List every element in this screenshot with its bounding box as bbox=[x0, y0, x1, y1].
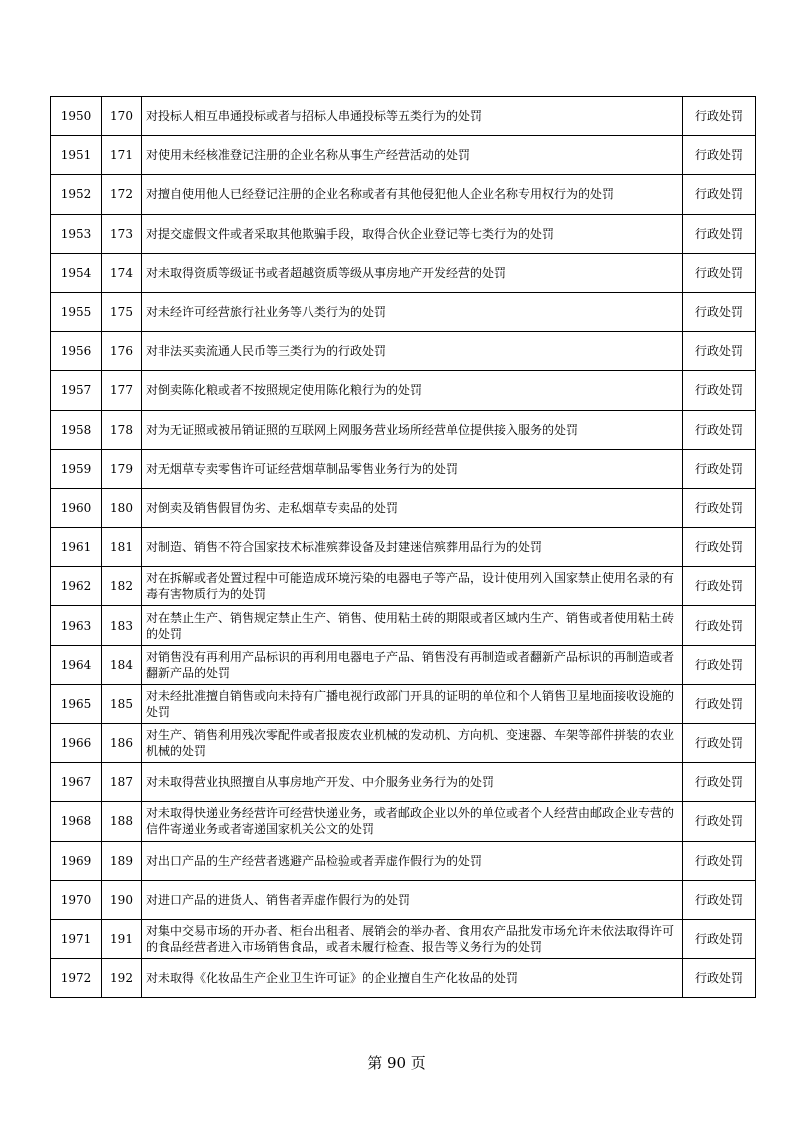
row-serial-number: 1965 bbox=[51, 684, 102, 723]
row-serial-number: 1952 bbox=[51, 175, 102, 214]
row-item-type: 行政处罚 bbox=[683, 841, 756, 880]
row-item-name: 对擅自使用他人已经登记注册的企业名称或者有其他侵犯他人企业名称专用权行为的处罚 bbox=[142, 175, 683, 214]
table-row bbox=[51, 136, 756, 175]
row-sub-number: 185 bbox=[102, 684, 142, 723]
row-item-type: 行政处罚 bbox=[683, 763, 756, 802]
row-item-type: 行政处罚 bbox=[683, 606, 756, 645]
table-row bbox=[51, 97, 756, 136]
row-serial-number: 1959 bbox=[51, 449, 102, 488]
row-item-type: 行政处罚 bbox=[683, 175, 756, 214]
row-item-type: 行政处罚 bbox=[683, 292, 756, 331]
row-sub-number: 182 bbox=[102, 567, 142, 606]
table-row bbox=[51, 175, 756, 214]
row-serial-number: 1961 bbox=[51, 528, 102, 567]
row-sub-number: 177 bbox=[102, 371, 142, 410]
row-item-name: 对销售没有再利用产品标识的再利用电器电子产品、销售没有再制造或者翻新产品标识的再制造或者翻新产品的处罚 bbox=[142, 645, 683, 684]
row-sub-number: 189 bbox=[102, 841, 142, 880]
row-item-name: 对在拆解或者处置过程中可能造成环境污染的电器电子等产品，设计使用列入国家禁止使用名录的有毒有害物质行为的处罚 bbox=[142, 567, 683, 606]
row-item-type: 行政处罚 bbox=[683, 724, 756, 763]
table-row bbox=[51, 214, 756, 253]
table-row bbox=[51, 724, 756, 763]
table-row bbox=[51, 841, 756, 880]
row-item-type: 行政处罚 bbox=[683, 528, 756, 567]
table-row bbox=[51, 371, 756, 410]
row-item-type: 行政处罚 bbox=[683, 253, 756, 292]
table-row bbox=[51, 410, 756, 449]
row-sub-number: 170 bbox=[102, 97, 142, 136]
table-row bbox=[51, 802, 756, 841]
row-serial-number: 1969 bbox=[51, 841, 102, 880]
penalty-table bbox=[50, 96, 756, 998]
table-row bbox=[51, 528, 756, 567]
row-item-name: 对无烟草专卖零售许可证经营烟草制品零售业务行为的处罚 bbox=[142, 449, 683, 488]
row-item-type: 行政处罚 bbox=[683, 959, 756, 998]
table-body bbox=[51, 97, 756, 998]
row-item-type: 行政处罚 bbox=[683, 684, 756, 723]
penalty-table-container bbox=[50, 96, 756, 998]
row-serial-number: 1960 bbox=[51, 488, 102, 527]
table-row bbox=[51, 606, 756, 645]
row-item-name: 对未取得快递业务经营许可经营快递业务，或者邮政企业以外的单位或者个人经营由邮政企业专营的信件寄递业务或者寄递国家机关公文的处罚 bbox=[142, 802, 683, 841]
row-serial-number: 1951 bbox=[51, 136, 102, 175]
table-row bbox=[51, 332, 756, 371]
row-item-type: 行政处罚 bbox=[683, 371, 756, 410]
row-item-name: 对为无证照或被吊销证照的互联网上网服务营业场所经营单位提供接入服务的处罚 bbox=[142, 410, 683, 449]
table-row bbox=[51, 645, 756, 684]
row-serial-number: 1956 bbox=[51, 332, 102, 371]
row-item-name: 对生产、销售利用残次零配件或者报废农业机械的发动机、方向机、变速器、车架等部件拼装的农业机械的处罚 bbox=[142, 724, 683, 763]
table-row bbox=[51, 959, 756, 998]
row-serial-number: 1972 bbox=[51, 959, 102, 998]
row-item-name: 对制造、销售不符合国家技术标准殡葬设备及封建迷信殡葬用品行为的处罚 bbox=[142, 528, 683, 567]
row-item-type: 行政处罚 bbox=[683, 449, 756, 488]
row-item-name: 对投标人相互串通投标或者与招标人串通投标等五类行为的处罚 bbox=[142, 97, 683, 136]
row-item-name: 对使用未经核准登记注册的企业名称从事生产经营活动的处罚 bbox=[142, 136, 683, 175]
row-item-type: 行政处罚 bbox=[683, 136, 756, 175]
table-row bbox=[51, 488, 756, 527]
table-row bbox=[51, 919, 756, 958]
row-item-type: 行政处罚 bbox=[683, 488, 756, 527]
row-serial-number: 1955 bbox=[51, 292, 102, 331]
row-item-name: 对未取得资质等级证书或者超越资质等级从事房地产开发经营的处罚 bbox=[142, 253, 683, 292]
row-serial-number: 1963 bbox=[51, 606, 102, 645]
row-sub-number: 172 bbox=[102, 175, 142, 214]
row-serial-number: 1958 bbox=[51, 410, 102, 449]
page-number: 第 90 页 bbox=[367, 1054, 426, 1072]
table-row bbox=[51, 449, 756, 488]
row-serial-number: 1966 bbox=[51, 724, 102, 763]
row-item-name: 对出口产品的生产经营者逃避产品检验或者弄虚作假行为的处罚 bbox=[142, 841, 683, 880]
row-sub-number: 184 bbox=[102, 645, 142, 684]
row-sub-number: 192 bbox=[102, 959, 142, 998]
row-sub-number: 186 bbox=[102, 724, 142, 763]
row-item-type: 行政处罚 bbox=[683, 97, 756, 136]
row-item-type: 行政处罚 bbox=[683, 802, 756, 841]
row-sub-number: 181 bbox=[102, 528, 142, 567]
row-item-name: 对倒卖及销售假冒伪劣、走私烟草专卖品的处罚 bbox=[142, 488, 683, 527]
row-sub-number: 178 bbox=[102, 410, 142, 449]
row-item-name: 对提交虚假文件或者采取其他欺骗手段，取得合伙企业登记等七类行为的处罚 bbox=[142, 214, 683, 253]
table-row bbox=[51, 763, 756, 802]
row-sub-number: 191 bbox=[102, 919, 142, 958]
row-item-type: 行政处罚 bbox=[683, 332, 756, 371]
row-item-type: 行政处罚 bbox=[683, 410, 756, 449]
row-sub-number: 174 bbox=[102, 253, 142, 292]
row-serial-number: 1962 bbox=[51, 567, 102, 606]
row-serial-number: 1953 bbox=[51, 214, 102, 253]
row-item-name: 对未经许可经营旅行社业务等八类行为的处罚 bbox=[142, 292, 683, 331]
row-serial-number: 1970 bbox=[51, 880, 102, 919]
table-row bbox=[51, 684, 756, 723]
table-row bbox=[51, 292, 756, 331]
row-item-name: 对集中交易市场的开办者、柜台出租者、展销会的举办者、食用农产品批发市场允许未依法取得许可的食品经营者进入市场销售食品，或者未履行检查、报告等义务行为的处罚 bbox=[142, 919, 683, 958]
row-item-name: 对未经批准擅自销售或向未持有广播电视行政部门开具的证明的单位和个人销售卫星地面接收设施的处罚 bbox=[142, 684, 683, 723]
row-serial-number: 1964 bbox=[51, 645, 102, 684]
table-row bbox=[51, 880, 756, 919]
row-sub-number: 180 bbox=[102, 488, 142, 527]
row-item-type: 行政处罚 bbox=[683, 645, 756, 684]
row-item-name: 对未取得《化妆品生产企业卫生许可证》的企业擅自生产化妆品的处罚 bbox=[142, 959, 683, 998]
row-serial-number: 1968 bbox=[51, 802, 102, 841]
row-item-type: 行政处罚 bbox=[683, 919, 756, 958]
row-serial-number: 1950 bbox=[51, 97, 102, 136]
row-item-name: 对未取得营业执照擅自从事房地产开发、中介服务业务行为的处罚 bbox=[142, 763, 683, 802]
row-sub-number: 190 bbox=[102, 880, 142, 919]
row-item-name: 对在禁止生产、销售规定禁止生产、销售、使用粘土砖的期限或者区域内生产、销售或者使用粘土砖的处罚 bbox=[142, 606, 683, 645]
table-row bbox=[51, 253, 756, 292]
row-sub-number: 175 bbox=[102, 292, 142, 331]
row-item-type: 行政处罚 bbox=[683, 567, 756, 606]
row-item-name: 对倒卖陈化粮或者不按照规定使用陈化粮行为的处罚 bbox=[142, 371, 683, 410]
table-row bbox=[51, 567, 756, 606]
row-sub-number: 183 bbox=[102, 606, 142, 645]
row-item-name: 对进口产品的进货人、销售者弄虚作假行为的处罚 bbox=[142, 880, 683, 919]
row-sub-number: 173 bbox=[102, 214, 142, 253]
row-sub-number: 171 bbox=[102, 136, 142, 175]
row-item-name: 对非法买卖流通人民币等三类行为的行政处罚 bbox=[142, 332, 683, 371]
row-serial-number: 1957 bbox=[51, 371, 102, 410]
row-serial-number: 1967 bbox=[51, 763, 102, 802]
row-sub-number: 188 bbox=[102, 802, 142, 841]
row-serial-number: 1971 bbox=[51, 919, 102, 958]
row-item-type: 行政处罚 bbox=[683, 880, 756, 919]
row-sub-number: 187 bbox=[102, 763, 142, 802]
row-item-type: 行政处罚 bbox=[683, 214, 756, 253]
row-sub-number: 176 bbox=[102, 332, 142, 371]
row-sub-number: 179 bbox=[102, 449, 142, 488]
row-serial-number: 1954 bbox=[51, 253, 102, 292]
